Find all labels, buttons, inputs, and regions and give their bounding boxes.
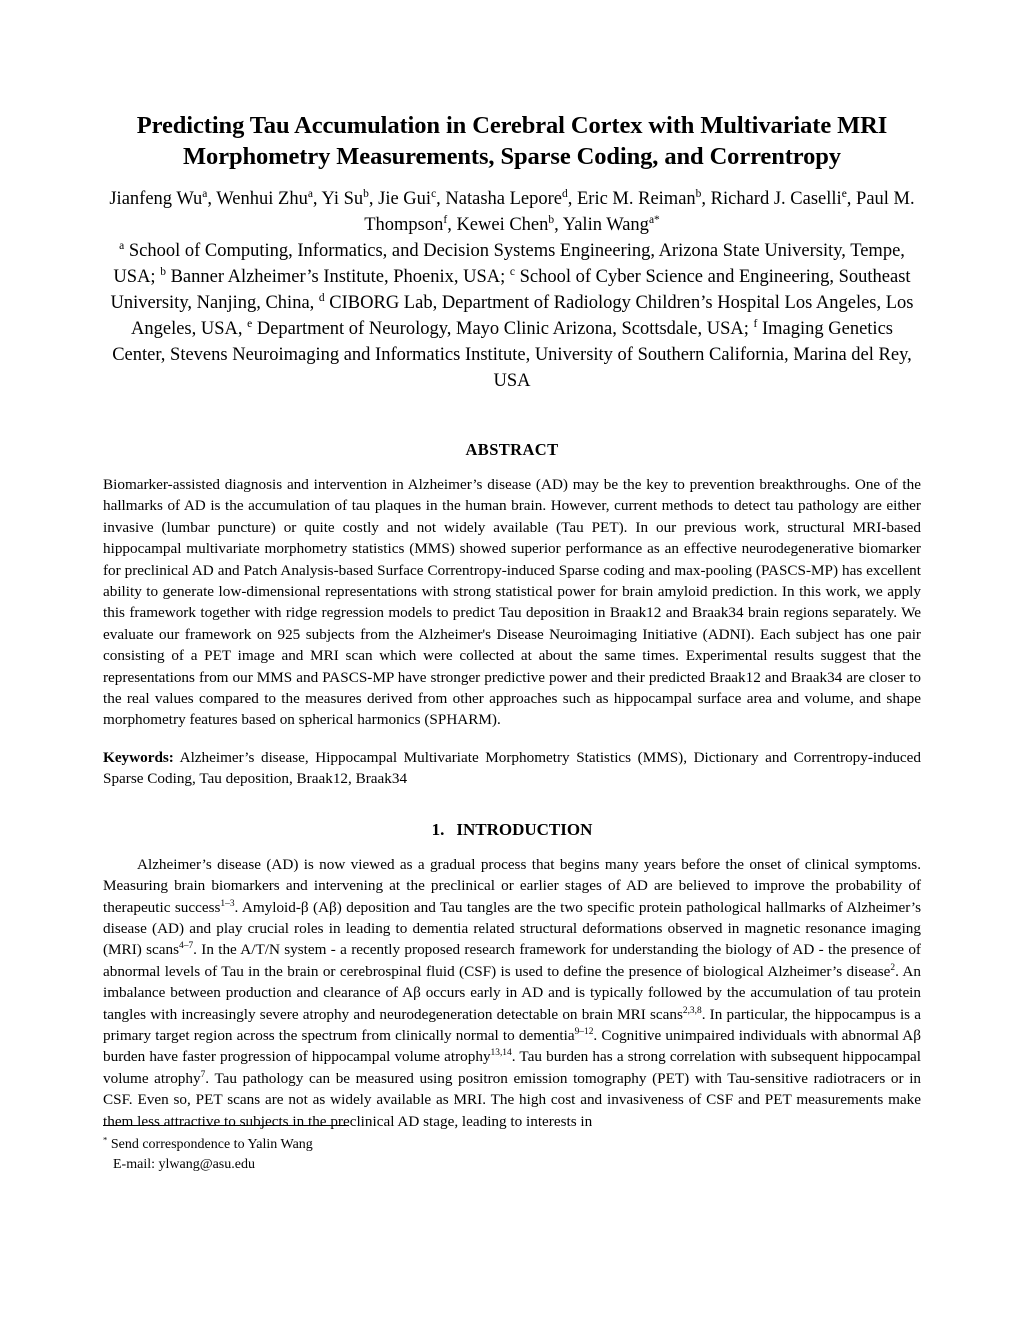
introduction-paragraph: Alzheimer’s disease (AD) is now viewed as a gradual process that begins many years before the onset of clinical symptoms. Measuring brain biomarkers and intervening at the preclinical or earlier stages of AD are believed to improve the probability of therapeutic success$^{1-3}$. Amyloid-β (Aβ) deposition and Tau tangles are the two specific protein pathological hallmarks of Alzheimer’s disease (AD) and play crucial roles in leading to dementia related structural deformations observed in magnetic resonance imaging (MRI) scans$^{4-7}$. In the A/T/N system - a recently proposed research framework for understanding the biology of AD - the presence of abnormal levels of Tau in the brain or cerebrospinal fluid (CSF) is used to define the presence of biological Alzheimer’s disease$^2$. An imbalance between production and clearance of Aβ occurs early in AD and is typically followed by the accumulation of tau protein tangles with increasingly severe atrophy and neurodegeneration detectable on brain MRI scans$^{2,3,8}$. In particular, the hippocampus is a primary target region across the spectrum from clinically normal to dementia$^{9-12}$. Cognitive unimpaired individuals with abnormal Aβ burden have faster progression of hippocampal volume atrophy$^{13,14}$. Tau burden has a strong correlation with subsequent hippocampal volume atrophy$^7$. Tau pathology can be measured using positron emission tomography (PET) with Tau-sensitive radiotracers or in CSF. Even so, PET scans are not as widely available as MRI. The high cost and invasiveness of CSF and PET measurements make them less attractive to subjects in the preclinical AD stage, leading to interests in xyxy=(103,855,922,1130)
footnote-correspondence xyxy=(103,1135,921,1155)
author-affil-marker: a* xyxy=(648,213,660,226)
citation-ref: 2,3,8 xyxy=(682,1005,702,1016)
footnote-marker: * xyxy=(103,1134,108,1145)
footnote-divider xyxy=(103,1125,349,1126)
abstract-heading: ABSTRACT xyxy=(465,440,559,459)
section-heading-introduction xyxy=(103,820,921,840)
affil-marker-c: c xyxy=(509,265,515,278)
author-list: Jianfeng Wu$^a$, Wenhui Zhu$^a$, Yi Su$^b$, Jie Gui$^c$, Natasha Lepore$^d$, Eric M. Reiman$^b$, Richard J. Caselli$^e$, Paul M. Thompson$^f$, Kewei Chen$^b$, Yalin Wang$^{a*}$ xyxy=(109,187,915,235)
affil-marker-b: b xyxy=(160,265,166,278)
author-affil-marker: b xyxy=(363,187,369,200)
citation-ref: 7 xyxy=(200,1069,206,1080)
title-text: Predicting Tau Accumulation in Cerebral Cortex with Multivariate MRI Morphometry Measurements, Sparse Coding, and Correntropy xyxy=(136,112,888,170)
citation-ref: 1–3 xyxy=(220,898,235,909)
section-title: INTRODUCTION xyxy=(456,819,593,839)
abstract-body: Biomarker-assisted diagnosis and intervention in Alzheimer’s disease (AD) may be the key to prevention breakthroughs. One of the hallmarks of AD is the accumulation of tau plaques in the human brain. However, current methods to detect tau pathology are either invasive (lumbar puncture) or quite costly and not widely available (Tau PET). In our previous work, structural MRI-based hippocampal multivariate morphometry statistics (MMS) showed superior performance as an effective neurodegenerative biomarker for preclinical AD and Patch Analysis-based Surface Correntropy-induced Sparse coding and max-pooling (PASCS-MP) has excellent ability to generate low-dimensional representations with strong statistical power for brain amyloid prediction. In this work, we apply this framework together with ridge regression models to predict Tau deposition in Braak12 and Braak34 brain regions separately. We evaluate our framework on 925 subjects from the Alzheimer's Disease Neuroimaging Initiative (ADNI). Each subject has one pair consisting of a PET image and MRI scan which were collected at about the same times. Experimental results suggest that the representations from our MMS and PASCS-MP have stronger predictive power and their predicted Braak12 and Braak34 are closer to the real values compared to the measures derived from other approaches such as hippocampal surface area and volume, and shape morphometry features based on spherical harmonics (SPHARM). xyxy=(103,476,921,729)
citation-ref: 4–7 xyxy=(179,941,194,952)
keywords xyxy=(103,747,921,790)
citation-ref: 2 xyxy=(890,962,896,973)
footnote-email: E-mail: ylwang@asu.edu xyxy=(113,1156,255,1172)
affiliation-list: $^a$ School of Computing, Informatics, and Decision Systems Engineering, Arizona State University, Tempe, USA; $^b$ Banner Alzheimer’s Institute, Phoenix, USA; $^c$ School of Cyber Science and Engineering, Southeast University, Nanjing, China, $^d$ CIBORG Lab, Department of Radiology Children’s Hospital Los Angeles, Los Angeles, USA, $^e$ Department of Neurology, Mayo Clinic Arizona, Scottsdale, USA; $^f$ Imaging Genetics Center, Stevens Neuroimaging and Informatics Institute, University of Southern California, Marina del Rey, USA xyxy=(110,239,914,391)
paper-content xyxy=(103,110,921,1132)
section-number: 1. xyxy=(431,819,445,839)
footnote-correspondence-text: Send correspondence to Yalin Wang xyxy=(107,1137,313,1152)
affil-marker-f: f xyxy=(753,317,758,330)
citation-ref: 13,14 xyxy=(490,1048,512,1059)
author-affil-marker: e xyxy=(841,187,847,200)
page-title xyxy=(103,110,921,172)
keywords-label: Keywords: xyxy=(103,748,174,766)
author-affil-marker: f xyxy=(443,213,448,226)
author-affil-marker: b xyxy=(548,213,555,226)
author-affil-marker: a xyxy=(202,187,208,200)
affil-marker-d: d xyxy=(318,291,325,304)
affil-marker-a: a xyxy=(119,239,125,252)
author-affil-marker: c xyxy=(431,187,437,200)
author-affil-marker: d xyxy=(562,187,568,200)
author-affil-marker: a xyxy=(307,187,313,200)
footnote-area xyxy=(103,1125,921,1174)
citation-ref: 9–12 xyxy=(574,1026,594,1037)
affil-marker-e: e xyxy=(247,317,253,330)
keywords-text: Alzheimer’s disease, Hippocampal Multivariate Morphometry Statistics (MMS), Dictionary and Correntropy-induced Sparse Coding, Tau deposition, Braak12, Braak34 xyxy=(103,748,921,788)
author-affil-marker: b xyxy=(695,187,702,200)
